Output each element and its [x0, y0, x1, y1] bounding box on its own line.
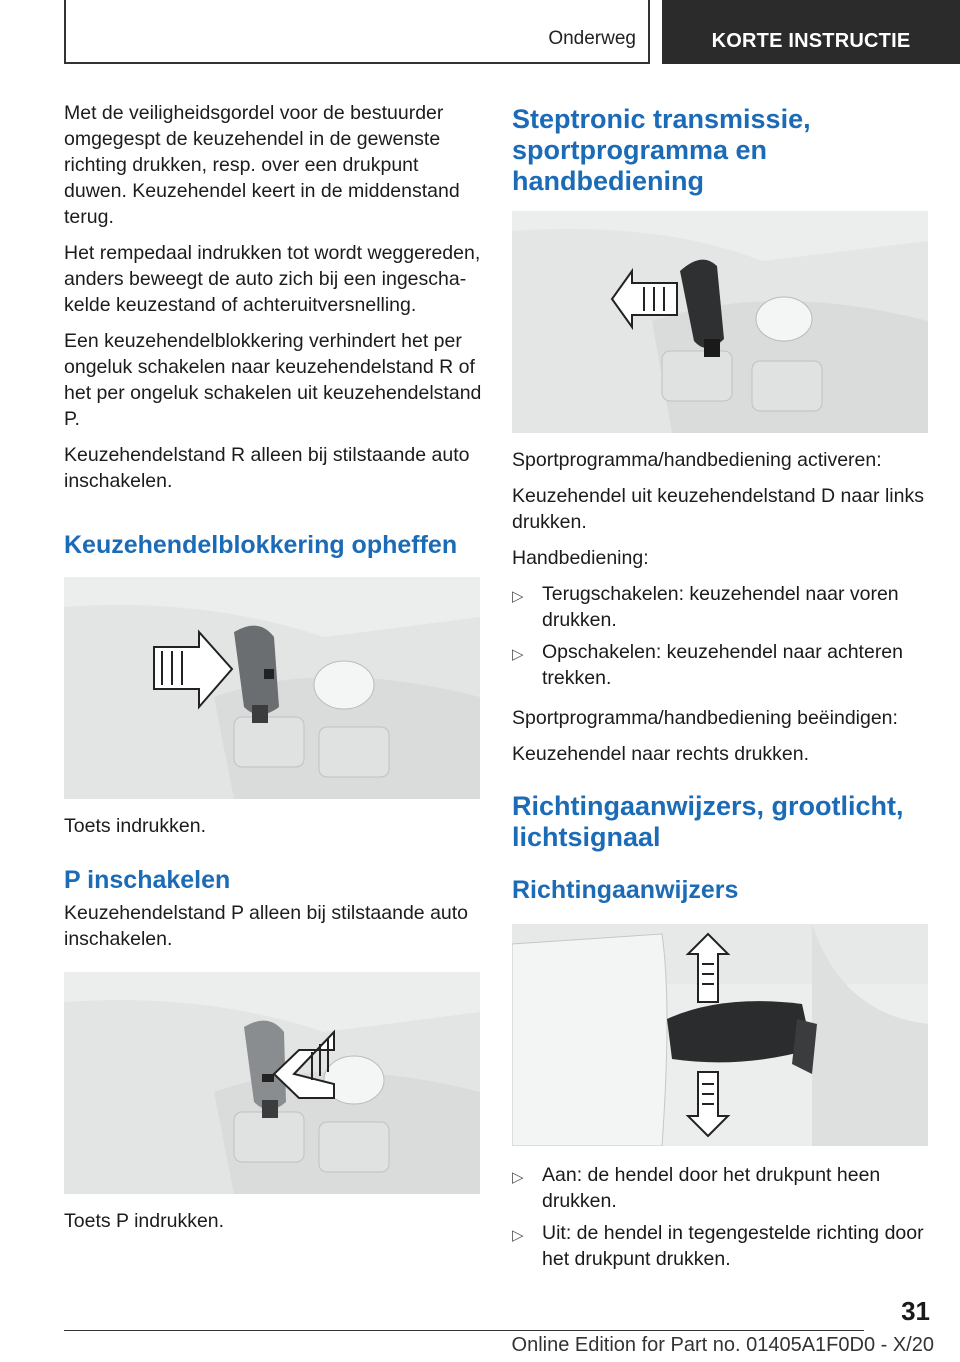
caption-unlock: Toets indrukken. [64, 815, 206, 837]
text-p-engage: Keuzehendelstand P alleen bij stilstaande auto inschakelen. [64, 902, 469, 950]
turn-signal-lever-illustration [512, 924, 928, 1146]
triangle-right-icon: ▷ [512, 1169, 524, 1186]
subheading-turn-signals: Richtingaanwijzers [512, 876, 739, 904]
list-turn-steps [512, 1162, 930, 1272]
intro-paragraph-3: Een keuzehendelblokkering verhindert het per ongeluk schakelen naar keuzehendelstand R of het per ongeluk schakelen uit keuzehendelstand P. [64, 330, 482, 430]
triangle-right-icon: ▷ [512, 646, 524, 663]
intro-paragraph-1: Met de veiligheidsgordel voor de bestuurder omgegespt de keuzehendel in de gewenste richting drukken, resp. over een drukpunt duwen. Keuzehendel keert in de middenstand terug. [64, 102, 460, 228]
header-chapter-tab [662, 0, 960, 64]
triangle-right-icon: ▷ [512, 588, 524, 605]
heading-lights: Richtingaanwijzers, grootlicht, lichtsignaal [512, 791, 904, 852]
text-manual-label: Handbediening: [512, 547, 649, 569]
list-manual-steps [512, 581, 930, 691]
footer-rule [64, 1330, 864, 1331]
right-column [512, 100, 930, 1278]
list-item: ▷ Terugschakelen: keuzehendel naar voren drukken. [512, 583, 899, 631]
header-chapter-label: KORTE INSTRUCTIE [711, 29, 911, 52]
list-item: ▷ Uit: de hendel in tegengestelde richting door het drukpunt drukken. [512, 1222, 924, 1270]
page-number: 31 [901, 1296, 930, 1326]
header-section-title: Onderweg [548, 28, 636, 49]
gear-selector-p-illustration [64, 972, 480, 1194]
heading-unlock: Keuzehendelblokkering opheffen [64, 531, 458, 559]
intro-paragraph-4: Keuzehendelstand R alleen bij stilstaande auto inschakelen. [64, 444, 470, 492]
heading-p-engage: P inschakelen [64, 866, 231, 894]
gear-selector-illustration [64, 577, 480, 799]
text-sport-end: Sportprogramma/handbediening beëindigen: [512, 707, 898, 729]
text-sport-activate: Sportprogramma/handbediening activeren: [512, 449, 882, 471]
steptronic-illustration [512, 211, 928, 433]
figure-gear-selector-p [64, 972, 480, 1194]
list-item: ▷ Aan: de hendel door het drukpunt heen drukken. [512, 1164, 881, 1212]
figure-steptronic [512, 211, 928, 433]
figure-turn-signal-lever [512, 924, 928, 1146]
figure-gear-selector-unlock [64, 577, 480, 799]
footer-edition: Online Edition for Part no. 01405A1F0D0 - X/20 [511, 1334, 934, 1356]
heading-steptronic: Steptronic transmissie, sportprogramma en handbediening [512, 104, 811, 196]
list-item: ▷ Opschakelen: keuzehendel naar achteren trekken. [512, 641, 903, 689]
text-sport-activate-instruction: Keuzehendel uit keuzehendelstand D naar links drukken. [512, 485, 924, 533]
left-column [64, 100, 482, 1244]
text-sport-end-instruction: Keuzehendel naar rechts drukken. [512, 743, 810, 765]
caption-p-engage: Toets P indrukken. [64, 1210, 225, 1232]
intro-paragraph-2: Het rempedaal indrukken tot wordt weggereden, anders beweegt de auto zich bij een ingeschakelde keuzestand of achteruitversnelling. [64, 242, 481, 316]
triangle-right-icon: ▷ [512, 1227, 524, 1244]
